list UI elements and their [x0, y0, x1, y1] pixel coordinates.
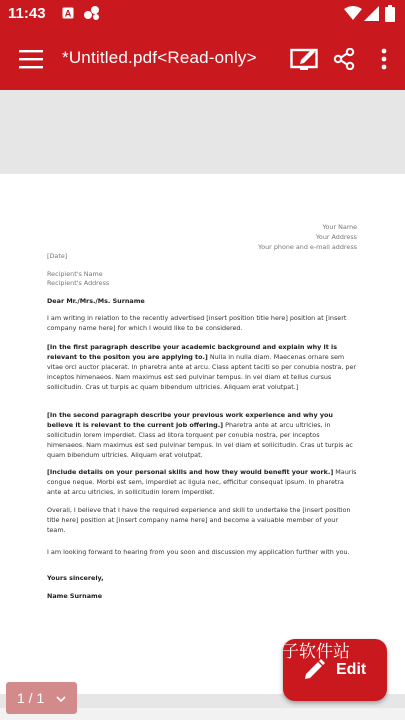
paragraph-1-body: Nulla in nulla diam. Maecenas ornare sem vitae orci auctor placerat. In pharetra ante at arcu. Class aptent taciti so per conubia nostra, per inceptos himenaeos. Nam maximus est sed pulvinar tempus. In vel diam et tellus cursus sollicitudin. Cras ut turpis ac quam bibendum ultricies. Aliquam erat volutpat.]	[47, 353, 357, 391]
menu-icon[interactable]	[19, 49, 43, 69]
paragraph-5: I am looking forward to hearing from you soon and discussion my application further with you.	[47, 548, 350, 556]
status-bar	[0, 0, 405, 28]
paragraph-2-body: Pharetra ante at arcu ultricies, in sollicitudin lorem imperdiet. Class ad litora torquent per conubia nostra, per inceptos himenaeos. Nam maximus est sed pulvinar tempus. In vel diam et sollicitudin. Cras ut turpis ac quam bibendum ultricies. Aliquam erat volutpat.	[47, 421, 353, 459]
status-time: 11:43	[8, 5, 46, 22]
edit-screen-icon[interactable]	[290, 46, 320, 72]
a-icon	[62, 7, 74, 19]
page-indicator-label: 1 / 1	[17, 690, 45, 706]
paragraph-1	[47, 342, 357, 392]
sender-name: Your Name	[322, 223, 357, 231]
recipient-address: Recipient's Address	[47, 279, 110, 287]
chevron-down-icon	[56, 696, 66, 702]
paragraph-2	[47, 410, 357, 460]
letter-date: [Date]	[47, 252, 68, 260]
document-title: *Untitled.pdf<Read-only>	[62, 48, 257, 67]
paragraph-4: Overall, I believe that I have the required experience and skill to undertake the [insert position title here] position at [insert company name here] and become a valuable member of your team.	[47, 506, 351, 534]
sender-address: Your Address	[315, 233, 357, 241]
paragraph-3	[47, 467, 357, 497]
paragraph-3-body: Mauris congue neque. Morbi est sem, imperdiet ac ligula nec, efficitur consequat ipsum. In pharetra ante at arcu ultricies, in sollicitudin lorem imperdiet.	[47, 468, 357, 496]
battery-icon	[385, 5, 395, 22]
signal-icon	[364, 6, 379, 21]
more-vertical-icon[interactable]	[380, 48, 388, 70]
pdf-page	[0, 174, 405, 694]
app-cluster-icon	[83, 5, 101, 21]
svg-text:A: A	[64, 8, 72, 19]
edit-button-label: Edit	[336, 661, 367, 678]
pencil-icon	[303, 659, 325, 681]
paragraph-2-heading: [In the second paragraph describe your previous work experience and why you believe it is relevant to the current job offering.]	[47, 411, 333, 429]
paragraph-1-heading: [In the first paragraph describe your academic background and explain why it is relevant to the positon you are applying to.]	[47, 343, 337, 361]
share-icon[interactable]	[333, 48, 355, 70]
recipient-name: Recipient's Name	[47, 270, 103, 278]
closing: Yours sincerely,	[47, 574, 104, 582]
paragraph-3-heading: [Include details on your personal skills and how they would benefit your work.]	[47, 468, 334, 476]
app-toolbar	[0, 28, 405, 90]
wifi-icon	[344, 6, 362, 20]
watermark-text: 子软件站	[282, 642, 350, 662]
page-indicator[interactable]	[6, 682, 77, 714]
intro-paragraph: I am writing in relation to the recently advertised [insert position title here] position at [insert company name here] for which I would like to be considered.	[47, 314, 347, 332]
document-viewer[interactable]	[0, 90, 405, 720]
signature: Name Surname	[47, 592, 103, 600]
sender-contact: Your phone and e-mail address	[258, 243, 357, 251]
salutation: Dear Mr./Mrs./Ms. Surname	[47, 297, 145, 305]
